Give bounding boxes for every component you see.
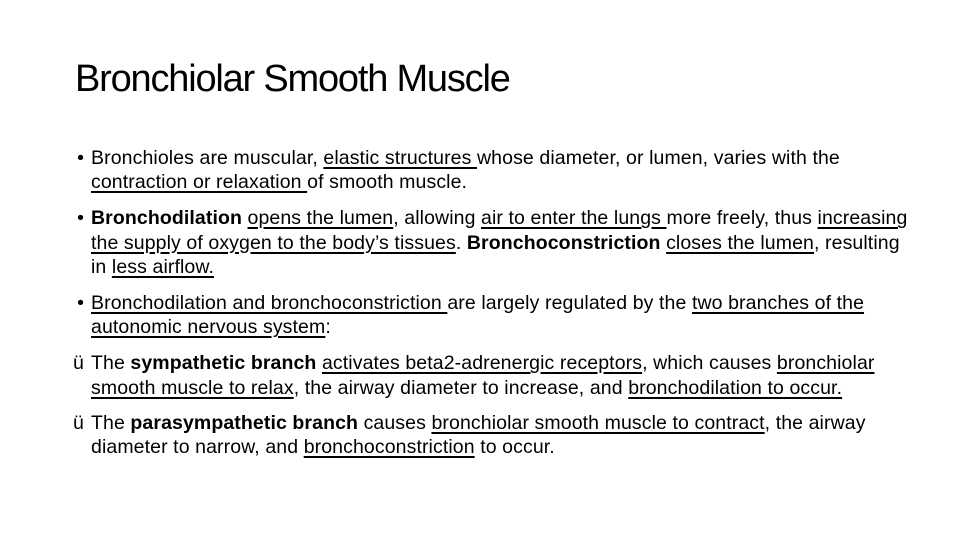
underlined-phrase: bronchiolar smooth muscle to contract [431,411,765,434]
text-segment: , allowing [393,207,482,230]
text-segment: to occur. [474,436,555,459]
bold-term: Bronchodilation [91,207,242,230]
underlined-phrase: bronchiolar smooth muscle to relax [91,352,875,399]
text-segment: The [91,411,131,434]
text-segment: , the airway diameter to increase, and [293,376,629,399]
text-segment: , which causes [642,352,777,375]
text-segment: more freely, thus [666,207,818,230]
bullet-item-regulation [68,291,908,339]
bullet-marker: • [77,147,84,169]
underlined-phrase: Bronchodilation and bronchoconstriction [91,292,448,315]
text-segment: causes [358,411,432,434]
bullet-item-bronchodilation [68,206,908,279]
text-segment: whose diameter, or lumen, varies with the [477,147,840,169]
text-segment: , the airway diameter to narrow, and [91,411,866,459]
underlined-phrase: contraction or relaxation [91,171,308,194]
text-segment: , resulting in [91,231,900,278]
check-item-parasympathetic [68,411,908,459]
underlined-phrase: bronchodilation to occur. [628,376,843,399]
bullet-list [68,146,908,470]
underlined-phrase: bronchoconstriction [303,436,475,459]
underlined-phrase: opens the lumen [247,207,394,230]
check-item-sympathetic [68,351,908,399]
text-segment: The [91,352,131,375]
bold-term: Bronchoconstriction [466,231,661,254]
bullet-item-bronchioles [68,146,908,194]
checkmark-icon: ü [73,352,84,375]
text-segment: . [455,231,467,254]
underlined-phrase: air to enter the lungs [481,207,667,230]
bold-term: sympathetic branch [130,352,317,375]
underlined-phrase: activates beta2-adrenergic receptors [321,352,643,375]
underlined-phrase: closes the lumen [666,231,814,254]
underlined-phrase: two branches of the autonomic nervous system [91,292,865,339]
underlined-phrase: less airflow. [111,255,214,278]
text-segment: Bronchioles are muscular, [91,147,324,169]
text-segment: of smooth muscle. [307,171,468,194]
bold-term: parasympathetic branch [130,411,359,434]
checkmark-icon: ü [73,411,84,434]
text-segment: : [325,316,331,339]
underlined-phrase: increasing the supply of oxygen to the body’s tissues [91,207,908,254]
text-segment: are largely regulated by the [447,292,692,315]
slide-title: Bronchiolar Smooth Muscle [75,58,510,100]
bullet-marker: • [77,207,84,230]
underlined-phrase: elastic structures [323,147,477,169]
bullet-marker: • [77,292,84,315]
